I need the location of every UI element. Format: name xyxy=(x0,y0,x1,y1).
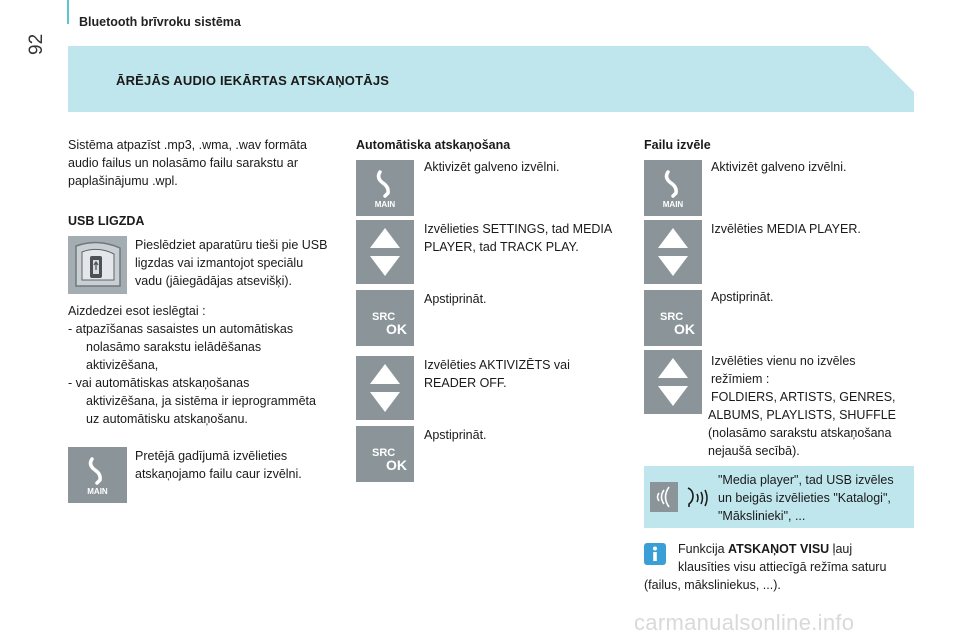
auto-step-4 xyxy=(424,356,639,392)
ok-label: OK xyxy=(674,321,695,337)
step-line: FOLDIERS, ARTISTS, GENRES, xyxy=(711,390,896,404)
step-line: Izvēlēties vienu no izvēles xyxy=(711,354,856,368)
note-line: un beigās izvēlieties "Katalogi", xyxy=(718,491,891,505)
bullet-line: aktivizēšana, ja sistēma ir ieprogrammēta xyxy=(86,394,316,408)
auto-step-3: Apstiprināt. xyxy=(424,292,487,306)
ignition-text: Aizdedzei esot ieslēgtai : xyxy=(68,304,206,318)
up-down-arrows-icon xyxy=(644,350,702,414)
auto-play-title: Automātiska atskaņošana xyxy=(356,138,511,152)
file-step-2: Izvēlēties MEDIA PLAYER. xyxy=(711,222,861,236)
voice-command-icon xyxy=(650,482,678,512)
main-label: MAIN xyxy=(662,200,684,209)
step-line: READER OFF. xyxy=(424,376,507,390)
step-line: ALBUMS, PLAYLISTS, SHUFFLE xyxy=(708,408,897,422)
src-ok-button-icon xyxy=(644,290,702,346)
src-label: SRC xyxy=(372,311,396,323)
auto-step-5: Apstiprināt. xyxy=(424,428,487,442)
file-step-3: Apstiprināt. xyxy=(711,290,774,304)
usb-line: vadu (jāiegādājas atsevišķi). xyxy=(135,274,293,288)
intro-line: audio failus un nolasāmo failu sarakstu ar xyxy=(68,156,298,170)
src-ok-button-icon xyxy=(356,290,414,346)
header-title: Bluetooth brīvroku sistēma xyxy=(79,15,241,29)
bullet-line: - atpazīšanas sasaistes un automātiskas xyxy=(68,322,294,336)
info-suffix: ļauj xyxy=(829,542,853,556)
bullet-line: nolasāmo sarakstu ielādēšanas xyxy=(86,340,262,354)
main-label: MAIN xyxy=(374,200,396,209)
file-step-4 xyxy=(708,352,918,460)
else-line: atskaņojamo failu caur izvēlni. xyxy=(135,467,302,481)
src-label: SRC xyxy=(660,311,684,323)
step-line: Izvēlēties AKTIVIZĒTS vai xyxy=(424,358,570,372)
up-down-arrows-icon xyxy=(644,220,702,284)
intro-text xyxy=(68,136,348,190)
usb-text xyxy=(135,236,350,290)
watermark: carmanualsonline.info xyxy=(634,610,855,635)
step-line: nejaušā secībā). xyxy=(708,444,800,458)
bullet-line: aktivizēšana, xyxy=(86,358,159,372)
bullet-line: - vai automātiskas atskaņošanas xyxy=(68,376,250,390)
info-text-line1 xyxy=(678,540,918,558)
info-text-line3: (failus, māksliniekus, ...). xyxy=(644,578,781,592)
section-title: ĀRĒJĀS AUDIO IEKĀRTAS ATSKAŅOTĀJS xyxy=(116,73,390,88)
src-ok-button-icon xyxy=(356,426,414,482)
bullet-1 xyxy=(68,320,348,374)
usb-line: ligzdas vai izmantojot speciālu xyxy=(135,256,304,270)
voice-wave-icon xyxy=(684,484,708,512)
up-down-arrows-icon xyxy=(356,220,414,284)
step-line: PLAYER, tad TRACK PLAY. xyxy=(424,240,579,254)
else-text xyxy=(135,447,350,483)
ok-label: OK xyxy=(386,321,407,337)
else-line: Pretējā gadījumā izvēlieties xyxy=(135,449,288,463)
intro-line: paplašinājumu .wpl. xyxy=(68,174,178,188)
auto-step-2 xyxy=(424,220,639,256)
ok-label: OK xyxy=(386,457,407,473)
header-accent-line xyxy=(67,0,69,24)
info-text-line2: klausīties visu attiecīgā režīma saturu xyxy=(678,560,887,574)
main-button-icon xyxy=(68,447,127,503)
usb-title: USB LIGZDA xyxy=(68,214,145,228)
file-step-1: Aktivizēt galveno izvēlni. xyxy=(711,160,847,174)
main-button-icon xyxy=(644,160,702,216)
file-select-title: Failu izvēle xyxy=(644,138,711,152)
info-bold: ATSKAŅOT VISU xyxy=(728,542,830,556)
usb-line: Pieslēdziet aparatūru tieši pie USB xyxy=(135,238,328,252)
src-label: SRC xyxy=(372,447,396,459)
page-number: 92 xyxy=(26,33,47,55)
main-label: MAIN xyxy=(87,487,108,496)
auto-step-1: Aktivizēt galveno izvēlni. xyxy=(424,160,560,174)
step-line: režīmiem : xyxy=(711,372,770,386)
info-prefix: Funkcija xyxy=(678,542,729,556)
intro-line: Sistēma atpazīst .mp3, .wma, .wav formāta xyxy=(68,138,307,152)
up-down-arrows-icon xyxy=(356,356,414,420)
note-line: "Media player", tad USB izvēles xyxy=(718,473,894,487)
main-button-icon xyxy=(356,160,414,216)
step-line: Izvēlieties SETTINGS, tad MEDIA xyxy=(424,222,613,236)
step-line: (nolasāmo sarakstu atskaņošana xyxy=(708,426,892,440)
note-line: "Mākslinieki", ... xyxy=(718,509,806,523)
info-icon xyxy=(644,543,666,565)
bullet-line: uz automātisku atskaņošanu. xyxy=(86,412,248,426)
usb-port-image xyxy=(68,236,127,294)
media-note-text xyxy=(718,471,914,525)
bullet-2 xyxy=(68,374,348,428)
